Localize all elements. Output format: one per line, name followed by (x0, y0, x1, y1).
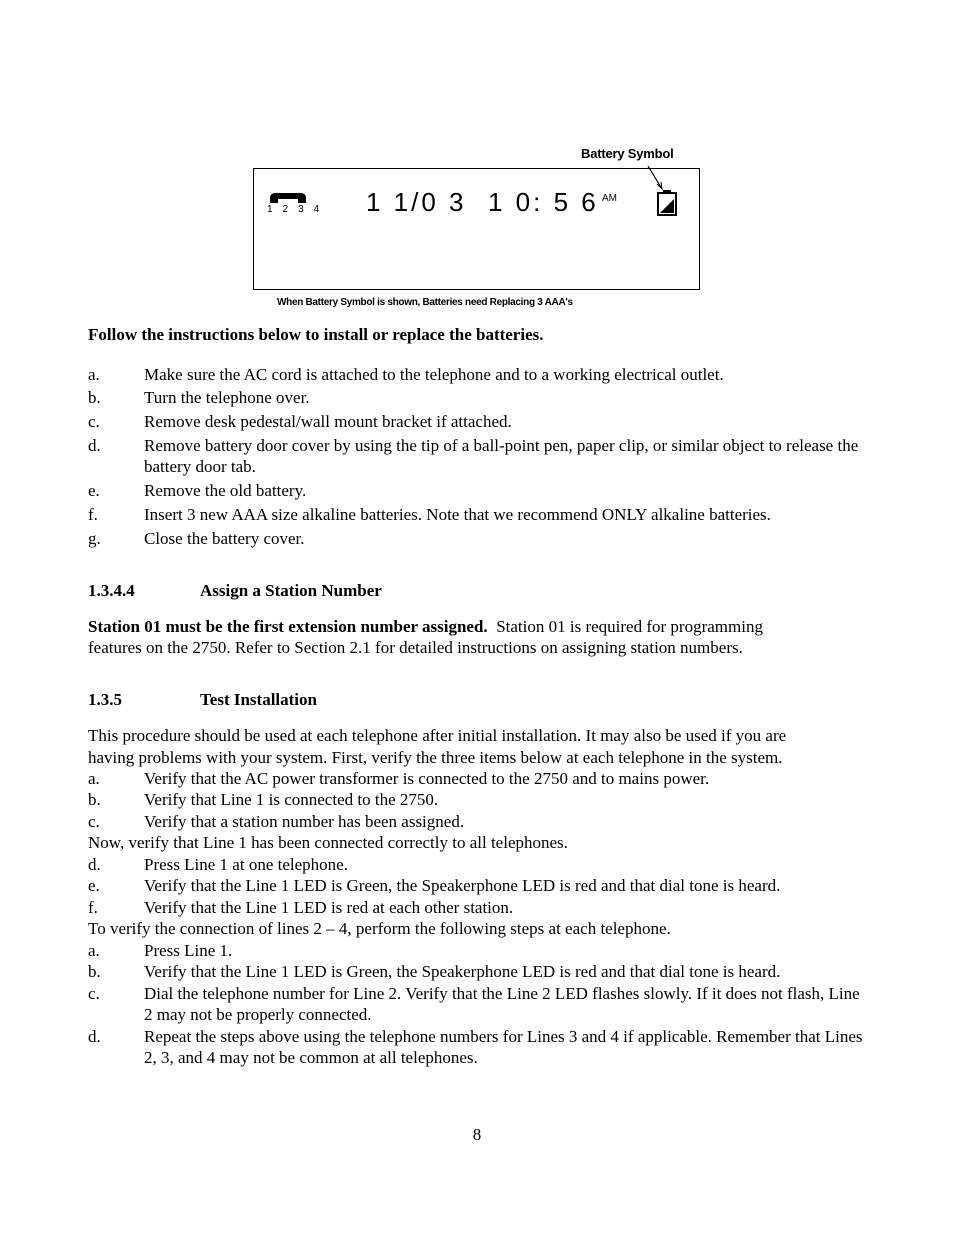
test-paragraph-line2: having problems with your system. First, verify the three items below at each telephone in the system. (88, 748, 783, 767)
list-marker: f. (88, 898, 98, 917)
page-number: 8 (472, 1125, 482, 1144)
list-text: Verify that the Line 1 LED is Green, the Speakerphone LED is red and that dial tone is heard. (144, 876, 781, 895)
list-text: Press Line 1. (144, 941, 233, 960)
station-paragraph-line2: features on the 2750. Refer to Section 2.1 for detailed instructions on assigning station numbers. (88, 638, 743, 657)
lcd-display-figure (0, 0, 954, 320)
list-text: Verify that the Line 1 LED is Green, the Speakerphone LED is red and that dial tone is heard. (144, 962, 781, 981)
station-paragraph-line1 (88, 616, 763, 637)
list-text: Repeat the steps above using the telephone numbers for Lines 3 and 4 if applicable. Remember that Lines 2, 3, and 4 may not be common at all telephones. (144, 1027, 863, 1067)
list-marker: a. (88, 941, 100, 960)
lines-verify-line: To verify the connection of lines 2 – 4, perform the following steps at each telephone. (88, 919, 671, 938)
install-intro: Follow the instructions below to install or replace the batteries. (88, 325, 544, 344)
lcd-time: 1 0: 5 6 (488, 187, 599, 217)
station-bold-lead: Station 01 must be the first extension number assigned. (88, 617, 488, 636)
battery-symbol-callout: Battery Symbol (581, 146, 674, 161)
list-text: Verify that Line 1 is connected to the 2750. (144, 790, 439, 809)
section-title: Assign a Station Number (200, 581, 382, 600)
list-text: Turn the telephone over. (144, 388, 310, 407)
handset-icon (268, 191, 308, 205)
list-text: Make sure the AC cord is attached to the telephone and to a working electrical outlet. (144, 365, 724, 384)
list-text: Remove desk pedestal/wall mount bracket if attached. (144, 412, 512, 431)
list-marker: d. (88, 436, 101, 455)
list-text: Close the battery cover. (144, 529, 305, 548)
list-text: Verify that a station number has been assigned. (144, 812, 465, 831)
list-marker: c. (88, 812, 100, 831)
section-number: 1.3.4.4 (88, 581, 135, 600)
list-text: Verify that the Line 1 LED is red at each other station. (144, 898, 514, 917)
section-number: 1.3.5 (88, 690, 122, 709)
list-marker: b. (88, 790, 101, 809)
list-text: Press Line 1 at one telephone. (144, 855, 348, 874)
test-paragraph-line1: This procedure should be used at each telephone after initial installation. It may also be used if you are (88, 726, 787, 745)
list-marker: c. (88, 984, 100, 1003)
list-marker: b. (88, 388, 101, 407)
now-verify-line: Now, verify that Line 1 has been connected correctly to all telephones. (88, 833, 568, 852)
battery-icon (656, 189, 678, 217)
list-marker: a. (88, 769, 100, 788)
list-text: Remove battery door cover by using the tip of a ball-point pen, paper clip, or similar object to release the battery door tab. (144, 436, 859, 476)
list-text: Dial the telephone number for Line 2. Verify that the Line 2 LED flashes slowly. If it does not flash, Line 2 may not be properly connected. (144, 984, 860, 1024)
list-text: Insert 3 new AAA size alkaline batteries. Note that we recommend ONLY alkaline batteries. (144, 505, 771, 524)
list-marker: e. (88, 876, 100, 895)
station-text: Station 01 is required for programming (496, 617, 763, 636)
list-marker: a. (88, 365, 100, 384)
lcd-screen (253, 168, 700, 290)
lcd-date: 1 1/0 3 (366, 187, 467, 217)
list-marker: d. (88, 1027, 101, 1046)
list-marker: b. (88, 962, 101, 981)
list-marker: e. (88, 481, 100, 500)
list-text: Remove the old battery. (144, 481, 307, 500)
lcd-ampm: AM (602, 193, 617, 204)
list-marker: d. (88, 855, 101, 874)
section-title: Test Installation (200, 690, 317, 709)
list-marker: f. (88, 505, 98, 524)
figure-caption: When Battery Symbol is shown, Batteries need Replacing 3 AAA's (277, 297, 573, 308)
list-marker: g. (88, 529, 101, 548)
list-text: Verify that the AC power transformer is connected to the 2750 and to mains power. (144, 769, 710, 788)
list-marker: c. (88, 412, 100, 431)
line-numbers: 1 2 3 4 (267, 204, 323, 215)
